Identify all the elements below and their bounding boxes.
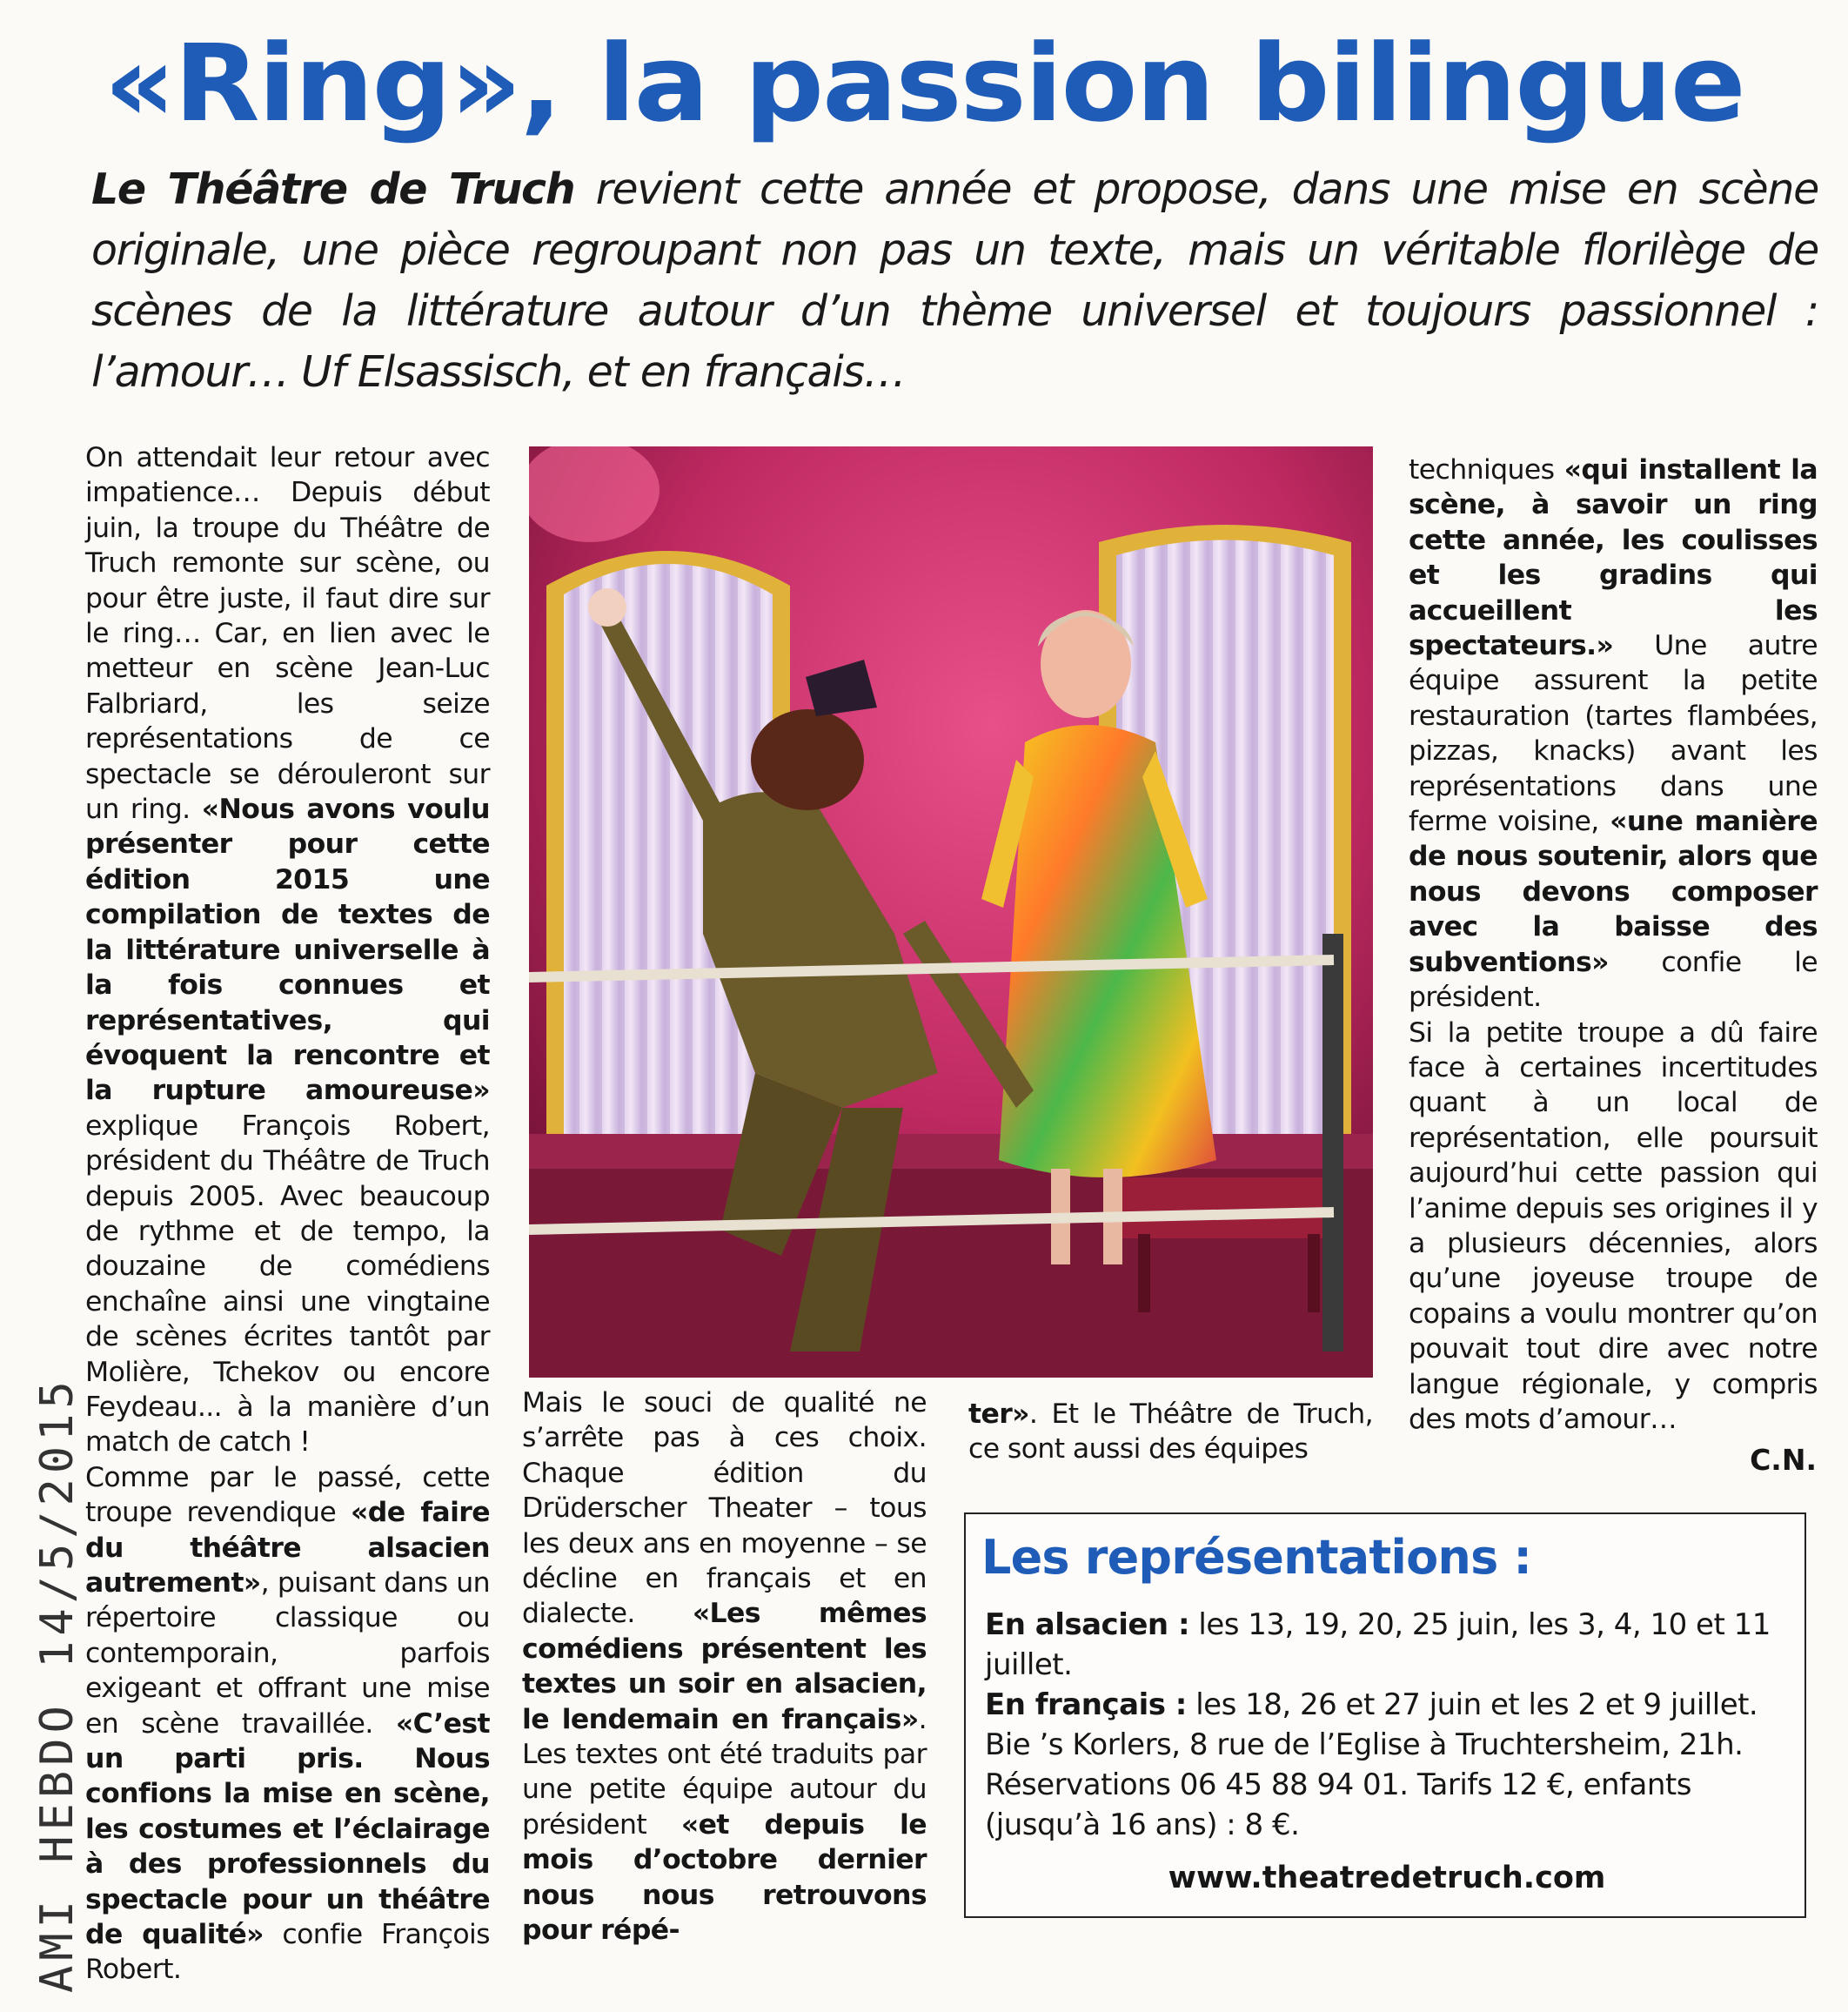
headline: «Ring», la passion bilingue	[104, 22, 1744, 145]
col4-paragraph-2: Si la petite troupe a dû faire face à certaines incertitudes quant à un local de représentation, elle poursuit aujourd’hui cette passion qui l’anime depuis ses origines il y a plusieurs décennies, alors qu’une joyeuse troupe de copains a voulu montrer qu’on pouvait tout dire avec notre langue régionale, y compris des mots d’amour…	[1409, 1016, 1818, 1435]
stage-floor	[529, 1134, 1373, 1378]
publication-stamp: AMI HEBDO 14/5/2015	[31, 1376, 84, 1993]
article-column-1	[85, 440, 490, 1986]
col3-paragraph: ter». Et le Théâtre de Truch, ce sont aussi des équipes	[968, 1398, 1373, 1465]
performances-box	[964, 1512, 1806, 1918]
ring-post	[1322, 934, 1343, 1351]
intro-paragraph	[91, 159, 1818, 403]
article-column-3	[968, 1397, 1373, 1467]
col2-paragraph: Mais le souci de qualité ne s’arrête pas à ces choix. Chaque édition du Drüderscher Theater – tous les deux ans en moyenne – se décline en français et en dialecte. «Les mêmes comédiens présentent les textes un soir en alsacien, le lendemain en français». Les textes ont été traduits par une petite équipe autour du président «et depuis le mois d’octobre dernier nous nous retrouvons pour répé-	[522, 1387, 927, 1947]
article-column-4	[1409, 453, 1818, 1437]
author-signature: C.N.	[1750, 1443, 1817, 1477]
article-column-2	[522, 1385, 927, 1948]
col1-paragraph-2: Comme par le passé, cette troupe revendique «de faire du théâtre alsacien autrement», puisant dans un répertoire classique ou contemporain, parfois exigeant et offrant une mise en scène travaillée. «C’est un parti pris. Nous confions la mise en scène, les costumes et l’éclairage à des professionnels du spectacle pour un théâtre de qualité» confie François Robert.	[85, 1461, 490, 1986]
alsacien-dates: En alsacien : les 13, 19, 20, 25 juin, les 3, 4, 10 et 11 juillet.	[985, 1607, 1771, 1682]
col1-paragraph-1: On attendait leur retour avec impatience… Depuis début juin, la troupe du Théâtre de Truch remonte sur scène, ou pour être juste, il faut dire sur le ring… Car, en lien avec le metteur en scène Jean-Luc Falbriard, les seize représentations de ce spectacle se dérouleront sur un ring. «Nous avons voulu présenter pour cette édition 2015 une compilation de textes de la littérature universelle à la fois connues et représentatives, qui évoquent la rencontre et la rupture amoureuse» explique François Robert, président du Théâtre de Truch depuis 2005. Avec beaucoup de rythme et de tempo, la douzaine de comédiens enchaîne ainsi une vingtaine de scènes écrites tantôt par Molière, Tchekov ou encore Feydeau... à la manière d’un match de catch !	[85, 442, 490, 1459]
performances-details	[985, 1605, 1794, 1845]
venue: Bie ’s Korlers, 8 rue de l’Eglise à Truchtersheim, 21h.	[985, 1727, 1744, 1762]
stage-photo	[529, 446, 1373, 1378]
intro-text: revient cette année et propose, dans une mise en scène originale, une pièce regroupant non pas un texte, mais un véritable florilège de scènes de la littérature autour d’un thème universel et toujours passionnel : l’amour… Uf Elsassisch, et en français…	[91, 164, 1818, 397]
intro-lead: Le Théâtre de Truch	[91, 164, 575, 214]
francais-dates: En français : les 18, 26 et 27 juin et les 2 et 9 juillet.	[985, 1687, 1758, 1722]
reservations: Réservations 06 45 88 94 01. Tarifs 12 €, enfants (jusqu’à 16 ans) : 8 €.	[985, 1767, 1691, 1842]
performances-title: Les représentations :	[981, 1530, 1532, 1585]
website-link[interactable]: www.theatredetruch.com	[1168, 1861, 1606, 1895]
col4-paragraph-1: techniques «qui installent la scène, à savoir un ring cette année, les coulisses et les gradins qui accueillent les spectateurs.» Une autre équipe assurent la petite restauration (tartes flambées, pizzas, knacks) avant les représentations dans une ferme voisine, «une manière de nous soutenir, alors que nous devons composer avec la baisse des subventions» confie le président.	[1409, 454, 1818, 1014]
